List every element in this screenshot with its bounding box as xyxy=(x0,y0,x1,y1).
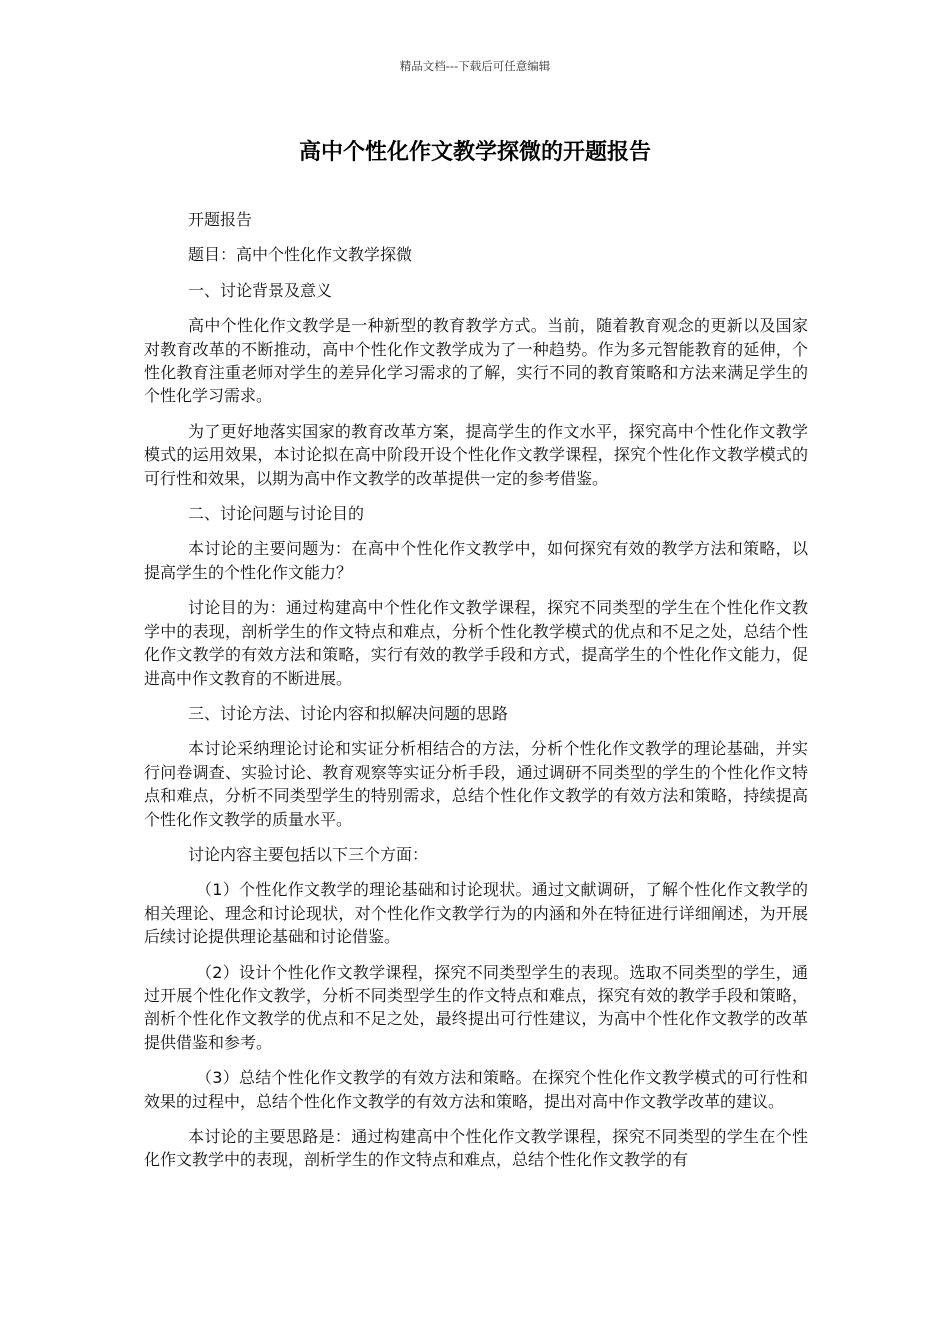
section-heading-questions: 二、讨论问题与讨论目的 xyxy=(188,504,365,524)
paragraph-content-item-1: （1）个性化作文教学的理论基础和讨论现状。通过文献调研，了解个性化作文教学的相关理论、理念和讨论现状，对个性化作文教学行为的内涵和外在特征进行详细阐述，为开展后续讨论提供理论基础和讨论借鉴。 xyxy=(144,880,808,947)
paragraph-report-label: 开题报告 xyxy=(188,210,253,229)
paragraph-main-approach: 本讨论的主要思路是：通过构建高中个性化作文教学课程，探究不同类型的学生在个性化作文教学中的表现，剖析学生的作文特点和难点，总结个性化作文教学的有 xyxy=(144,1127,808,1170)
section-heading-background: 一、讨论背景及意义 xyxy=(188,280,333,300)
paragraph-topic: 题目：高中个性化作文教学探微 xyxy=(188,245,413,265)
paragraph-content-intro: 讨论内容主要包括以下三个方面： xyxy=(188,844,429,864)
paragraph-main-question: 本讨论的主要问题为：在高中个性化作文教学中，如何探究有效的教学方法和策略，以提高学生的个性化作文能力？ xyxy=(144,539,808,582)
page-header: 精品文档---下载后可任意编辑 xyxy=(399,59,551,73)
paragraph-methods: 本讨论采纳理论讨论和实证分析相结合的方法，分析个性化作文教学的理论基础，并实行问卷调查、实验讨论、教育观察等实证分析手段，通过调研不同类型的学生的个性化作文特点和难点，分析不同类型学生的特别需求，总结个性化作文教学的有效方法和策略，持续提高个性化作文教学的质量水平。 xyxy=(144,739,808,829)
paragraph-purpose: 讨论目的为：通过构建高中个性化作文教学课程，探究不同类型的学生在个性化作文教学中的表现，剖析学生的作文特点和难点，分析个性化教学模式的优点和不足之处，总结个性化作文教学的有效方法和策略，实行有效的教学手段和方式，提高学生的个性化作文能力，促进高中作文教育的不断进展。 xyxy=(144,598,808,688)
paragraph-content-item-2: （2）设计个性化作文教学课程，探究不同类型学生的表现。选取不同类型的学生，通过开展个性化作文教学，分析不同类型学生的作文特点和难点，探究有效的教学手段和策略，剖析个性化作文教学的优点和不足之处，最终提出可行性建议，为高中个性化作文教学的改革提供借鉴和参考。 xyxy=(144,962,808,1052)
document-body xyxy=(144,208,808,1184)
paragraph-content-item-3: （3）总结个性化作文教学的有效方法和策略。在探究个性化作文教学模式的可行性和效果的过程中，总结个性化作文教学的有效方法和策略，提出对高中作文教学改革的建议。 xyxy=(144,1068,808,1111)
document-title: 高中个性化作文教学探微的开题报告 xyxy=(298,140,651,165)
section-heading-methods: 三、讨论方法、讨论内容和拟解决问题的思路 xyxy=(188,703,509,723)
paragraph-background-2: 为了更好地落实国家的教育改革方案，提高学生的作文水平，探究高中个性化作文教学模式的运用效果，本讨论拟在高中阶段开设个性化作文教学课程，探究个性化作文教学模式的可行性和效果，以期为高中作文教学的改革提供一定的参考借鉴。 xyxy=(144,421,808,488)
paragraph-background-1: 高中个性化作文教学是一种新型的教育教学方式。当前，随着教育观念的更新以及国家对教育改革的不断推动，高中个性化作文教学成为了一种趋势。作为多元智能教育的延伸，个性化教育注重老师对学生的差异化学习需求的了解，实行不同的教育策略和方法来满足学生的个性化学习需求。 xyxy=(144,316,808,406)
